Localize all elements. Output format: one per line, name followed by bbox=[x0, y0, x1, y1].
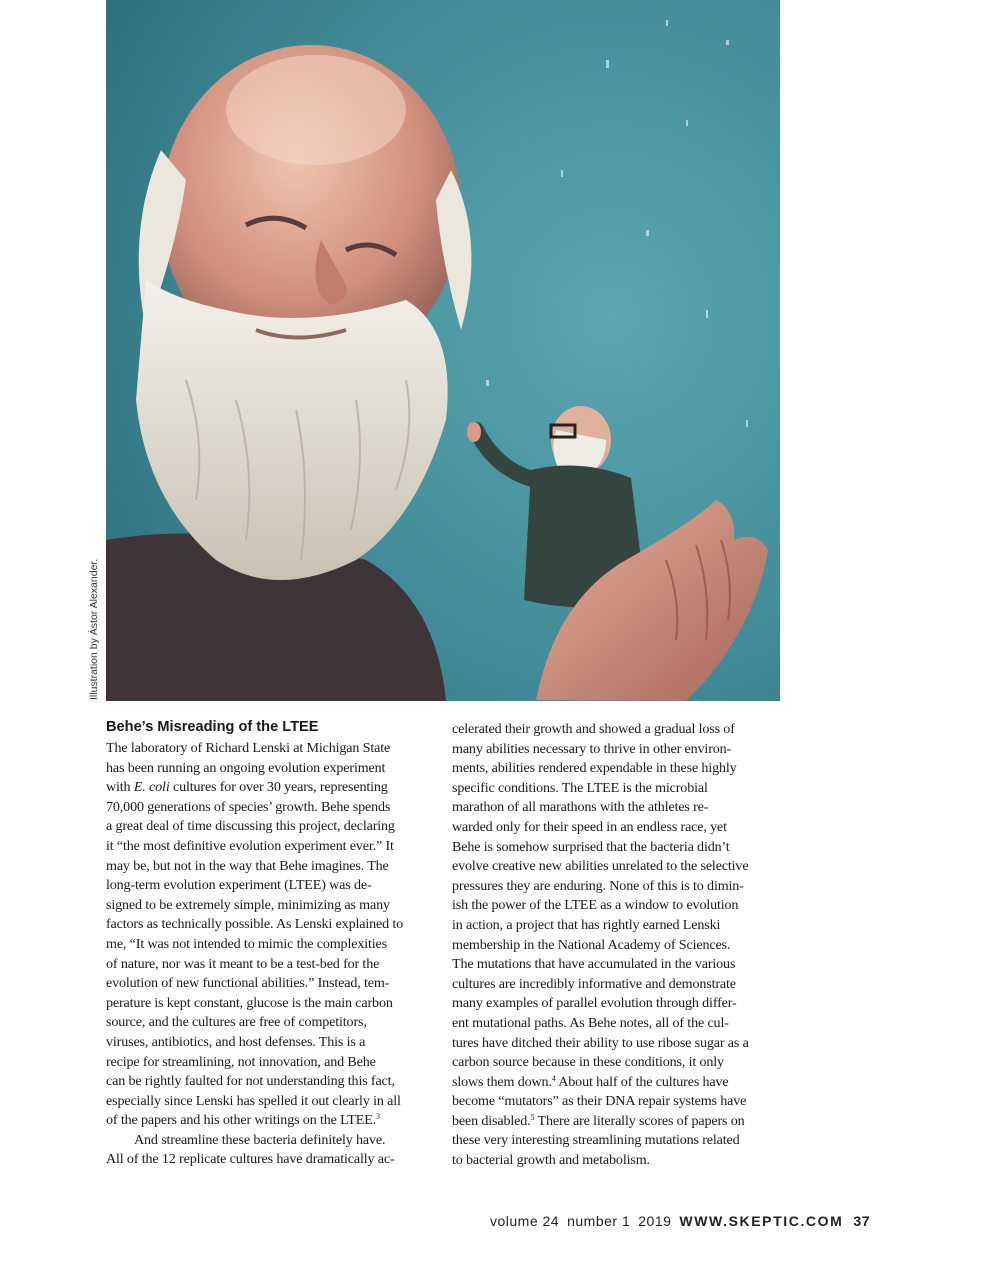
text-line: membership in the National Academy of Sciences. bbox=[452, 936, 731, 953]
text-line bbox=[452, 1073, 780, 1093]
text-fragment: There are literally scores of papers on bbox=[537, 1112, 745, 1129]
article-column-left bbox=[106, 718, 434, 1170]
text-fragment: been disabled. bbox=[452, 1112, 531, 1129]
text-line bbox=[452, 1112, 780, 1132]
text-fragment: cultures for over 30 years, representing bbox=[172, 779, 388, 796]
text-line: in action, a project that has rightly earned Lenski bbox=[452, 916, 721, 933]
footnote-ref: 4 bbox=[551, 1073, 556, 1083]
text-line: to bacterial growth and metabolism. bbox=[452, 1152, 650, 1169]
text-fragment: About half of the cultures have bbox=[558, 1073, 729, 1090]
text-line: ish the power of the LTEE as a window to evolution bbox=[452, 897, 739, 914]
text-line: may be, but not in the way that Behe imagines. The bbox=[106, 857, 389, 874]
text-line: especially since Lenski has spelled it out clearly in all bbox=[106, 1092, 401, 1109]
text-line: Behe is somehow surprised that the bacteria didn’t bbox=[452, 838, 730, 855]
section-heading: Behe’s Misreading of the LTEE bbox=[106, 719, 319, 735]
text-line: recipe for streamlining, not innovation, and Behe bbox=[106, 1053, 376, 1070]
species-name: E. coli bbox=[133, 779, 170, 796]
year: 2019 bbox=[638, 1213, 672, 1229]
text-line: evolve creative new abilities unrelated to the selective bbox=[452, 858, 749, 875]
text-fragment: of the papers and his other writings on the LTEE. bbox=[106, 1112, 377, 1129]
text-line bbox=[106, 778, 434, 798]
text-line: marathon of all marathons with the athletes re- bbox=[452, 799, 709, 816]
illustration-artwork bbox=[106, 0, 780, 701]
website-link[interactable]: WWW.SKEPTIC.COM bbox=[679, 1213, 844, 1229]
text-line: carbon source because in these conditions, it only bbox=[452, 1054, 724, 1071]
text-line: these very interesting streamlining mutations related bbox=[452, 1132, 740, 1149]
text-line: factors as technically possible. As Lenski explained to bbox=[106, 916, 404, 933]
illustration bbox=[106, 0, 780, 701]
paragraph-2 bbox=[106, 1131, 434, 1170]
text-line: become “mutators” as their DNA repair systems have bbox=[452, 1093, 747, 1110]
text-line: perature is kept constant, glucose is the main carbon bbox=[106, 994, 393, 1011]
text-line: it “the most definitive evolution experiment ever.” It bbox=[106, 837, 394, 854]
text-line: me, “It was not intended to mimic the complexities bbox=[106, 935, 387, 952]
footnote-ref: 5 bbox=[530, 1112, 535, 1122]
text-line: And streamline these bacteria definitely have. bbox=[134, 1131, 386, 1148]
text-line: a great deal of time discussing this project, declaring bbox=[106, 818, 395, 835]
text-line: pressures they are enduring. None of this is to dimin- bbox=[452, 877, 744, 894]
text-line: ent mutational paths. As Behe notes, all of the cul- bbox=[452, 1014, 729, 1031]
issue-number: number 1 bbox=[567, 1213, 631, 1229]
page-number: 37 bbox=[853, 1213, 870, 1229]
text-line: evolution of new functional abilities.” Instead, tem- bbox=[106, 975, 390, 992]
text-line: can be rightly faulted for not understanding this fact, bbox=[106, 1073, 395, 1090]
text-line: tures have ditched their ability to use ribose sugar as a bbox=[452, 1034, 749, 1051]
text-line: viruses, antibiotics, and host defenses. This is a bbox=[106, 1033, 366, 1050]
paragraph-1 bbox=[106, 739, 434, 1131]
text-line bbox=[106, 1111, 434, 1131]
text-line: of nature, nor was it meant to be a test-bed for the bbox=[106, 955, 380, 972]
paragraph-2-continued bbox=[452, 720, 780, 1171]
page-footer bbox=[490, 1213, 870, 1229]
text-line: cultures are incredibly informative and demonstrate bbox=[452, 975, 736, 992]
footnote-ref: 3 bbox=[376, 1112, 380, 1122]
text-line: All of the 12 replicate cultures have dramatically ac- bbox=[106, 1151, 395, 1168]
text-line: signed to be extremely simple, minimizing as many bbox=[106, 896, 390, 913]
text-line: has been running an ongoing evolution experiment bbox=[106, 759, 386, 776]
text-line: ments, abilities rendered expendable in these highly bbox=[452, 760, 737, 777]
text-line: specific conditions. The LTEE is the microbial bbox=[452, 779, 708, 796]
illustration-credit: Illustration by Ástor Alexander. bbox=[88, 558, 100, 700]
text-fragment: with bbox=[106, 779, 131, 796]
article-column-right bbox=[452, 720, 780, 1171]
text-line: many abilities necessary to thrive in other environ- bbox=[452, 740, 732, 757]
text-line: celerated their growth and showed a gradual loss of bbox=[452, 721, 735, 737]
text-line: The laboratory of Richard Lenski at Michigan State bbox=[106, 740, 391, 756]
text-line: long-term evolution experiment (LTEE) was de- bbox=[106, 877, 372, 894]
text-line: source, and the cultures are free of competitors, bbox=[106, 1014, 367, 1031]
text-line: The mutations that have accumulated in the various bbox=[452, 956, 736, 973]
text-line: warded only for their speed in an endless race, yet bbox=[452, 818, 727, 835]
text-line: 70,000 generations of species’ growth. Behe spends bbox=[106, 798, 391, 815]
volume-label: volume 24 bbox=[490, 1213, 560, 1229]
text-fragment: slows them down. bbox=[452, 1073, 552, 1090]
text-line: many examples of parallel evolution through differ- bbox=[452, 995, 737, 1012]
